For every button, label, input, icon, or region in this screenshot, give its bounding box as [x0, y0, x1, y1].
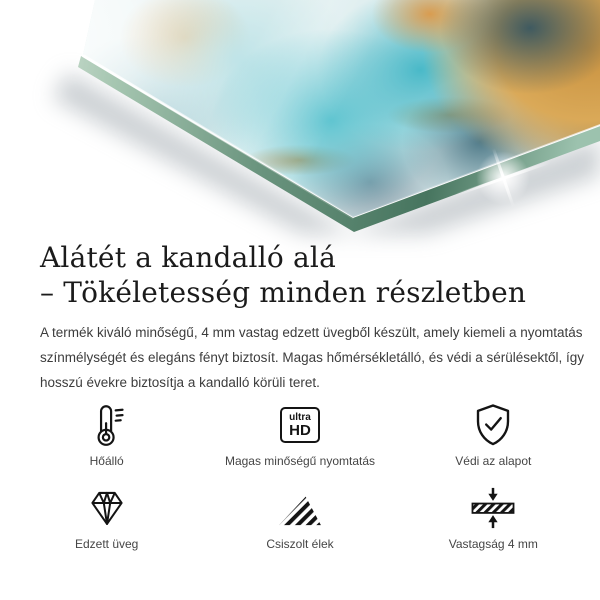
thickness-4mm-icon — [468, 486, 518, 530]
feature-label: Hőálló — [89, 454, 124, 468]
feature-label: Csiszolt élek — [266, 537, 334, 551]
product-description-section — [0, 240, 600, 395]
feature-label: Edzett üveg — [74, 537, 139, 551]
diamond-icon — [86, 486, 128, 530]
feature-print-quality — [203, 403, 396, 468]
product-description — [40, 320, 585, 395]
feature-label: Védi az alapot — [455, 454, 532, 468]
page-title-line-1: Alátét a kandalló alá — [40, 241, 336, 274]
description-line-3: hosszú évekre biztosítja a kandalló körüli teret. — [40, 375, 320, 390]
page-title-line-2: – Tökéletesség minden részletben — [40, 276, 527, 309]
page-title — [40, 240, 560, 310]
feature-tempered-glass — [10, 486, 203, 551]
description-line-1: A termék kiváló minőségű, 4 mm vastag edzett üvegből készült, amely kiemeli a nyomtatás — [40, 325, 583, 340]
feature-protects-base — [397, 403, 590, 468]
shield-check-icon — [473, 403, 513, 447]
feature-thickness — [397, 486, 590, 551]
feature-polished-edges — [203, 486, 396, 551]
feature-grid — [10, 403, 590, 551]
feature-heat-resistant — [10, 403, 203, 468]
feature-label: Magas minőségű nyomtatás — [224, 454, 376, 468]
ultra-hd-icon: ultra HD — [280, 403, 320, 447]
product-hero-image — [0, 0, 600, 234]
feature-label: Vastagság 4 mm — [448, 537, 538, 551]
description-line-2: színmélységét és elegáns fényt biztosít. Magas hőmérsékletálló, és védi a sérülésektől, így — [40, 350, 585, 365]
thermometer-icon — [87, 403, 127, 447]
polished-edges-icon — [277, 486, 323, 530]
